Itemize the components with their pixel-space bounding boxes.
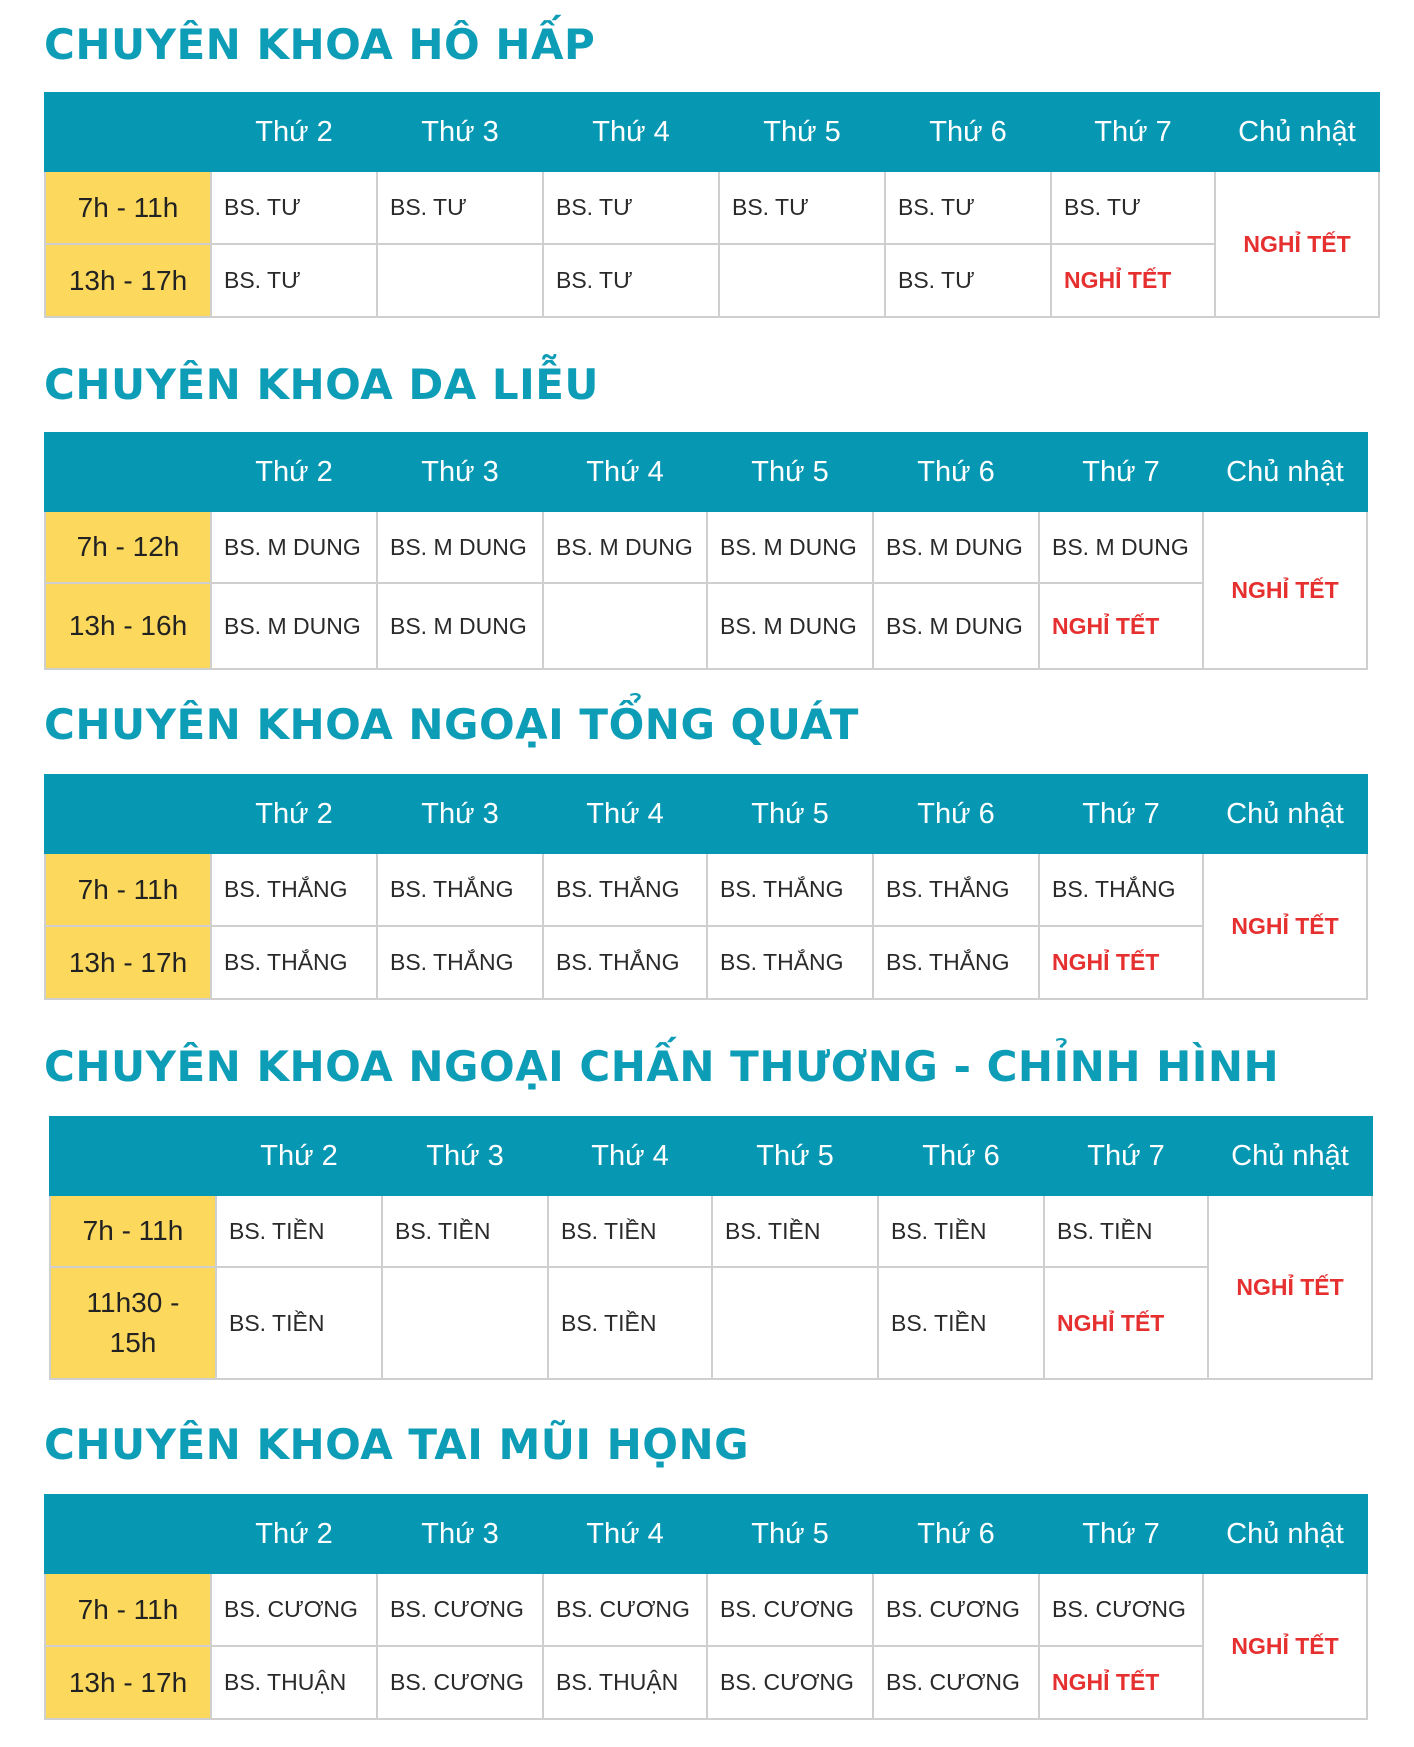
doctor-cell	[543, 583, 707, 669]
time-slot: 7h - 11h	[45, 853, 211, 926]
day-header: Thứ 7	[1039, 1495, 1203, 1573]
day-header: Chủ nhật	[1203, 433, 1367, 511]
doctor-cell: BS. TƯ	[377, 171, 543, 244]
schedule-table	[44, 92, 1380, 318]
day-header: Thứ 2	[216, 1117, 382, 1195]
section-title: CHUYÊN KHOA NGOẠI CHẤN THƯƠNG - CHỈNH HÌNH	[44, 1042, 1280, 1091]
table-row	[45, 583, 1367, 669]
day-header: Thứ 7	[1039, 433, 1203, 511]
day-header: Chủ nhật	[1203, 775, 1367, 853]
time-slot: 7h - 11h	[45, 1573, 211, 1646]
doctor-cell: BS. M DUNG	[1039, 511, 1203, 583]
doctor-cell: BS. TIỀN	[548, 1195, 712, 1267]
doctor-cell: BS. TIỀN	[382, 1195, 548, 1267]
closed-cell: NGHỈ TẾT	[1044, 1267, 1208, 1379]
section-title: CHUYÊN KHOA NGOẠI TỔNG QUÁT	[44, 700, 859, 749]
doctor-cell: BS. TƯ	[543, 244, 719, 317]
day-header: Thứ 5	[707, 433, 873, 511]
day-header: Thứ 2	[211, 775, 377, 853]
sunday-closed-cell: NGHỈ TẾT	[1203, 853, 1367, 999]
day-header: Thứ 4	[543, 775, 707, 853]
doctor-cell: BS. THẮNG	[707, 853, 873, 926]
day-header: Thứ 6	[878, 1117, 1044, 1195]
closed-cell: NGHỈ TẾT	[1051, 244, 1215, 317]
time-slot: 13h - 17h	[45, 926, 211, 999]
doctor-cell: BS. CƯƠNG	[707, 1573, 873, 1646]
day-header: Thứ 4	[548, 1117, 712, 1195]
doctor-cell: BS. M DUNG	[377, 583, 543, 669]
doctor-cell: BS. M DUNG	[543, 511, 707, 583]
day-header: Thứ 2	[211, 93, 377, 171]
day-header: Thứ 5	[707, 1495, 873, 1573]
schedule-table	[44, 1494, 1368, 1720]
time-slot: 13h - 17h	[45, 1646, 211, 1719]
doctor-cell: BS. TIỀN	[712, 1195, 878, 1267]
doctor-cell: BS. CƯƠNG	[543, 1573, 707, 1646]
doctor-cell	[382, 1267, 548, 1379]
day-header: Thứ 6	[885, 93, 1051, 171]
table-row	[45, 244, 1379, 317]
table-row	[45, 926, 1367, 999]
closed-cell: NGHỈ TẾT	[1039, 583, 1203, 669]
day-header: Chủ nhật	[1208, 1117, 1372, 1195]
sunday-closed-cell: NGHỈ TẾT	[1203, 511, 1367, 669]
doctor-cell: BS. TƯ	[211, 171, 377, 244]
doctor-cell: BS. THẮNG	[377, 926, 543, 999]
doctor-cell: BS. TƯ	[885, 171, 1051, 244]
day-header: Chủ nhật	[1215, 93, 1379, 171]
table-row	[45, 511, 1367, 583]
section-title: CHUYÊN KHOA TAI MŨI HỌNG	[44, 1420, 750, 1469]
doctor-cell: BS. THẮNG	[543, 926, 707, 999]
day-header: Thứ 3	[377, 775, 543, 853]
doctor-cell: BS. TIỀN	[878, 1195, 1044, 1267]
schedule-table	[44, 432, 1368, 670]
section-title: CHUYÊN KHOA DA LIỄU	[44, 360, 600, 409]
day-header: Thứ 2	[211, 433, 377, 511]
doctor-cell: BS. M DUNG	[211, 583, 377, 669]
doctor-cell: BS. TƯ	[885, 244, 1051, 317]
table-row	[45, 1573, 1367, 1646]
doctor-cell: BS. CƯƠNG	[377, 1646, 543, 1719]
doctor-cell: BS. THUẬN	[543, 1646, 707, 1719]
sunday-closed-cell: NGHỈ TẾT	[1208, 1195, 1372, 1379]
closed-cell: NGHỈ TẾT	[1039, 926, 1203, 999]
table-row	[45, 1646, 1367, 1719]
doctor-cell: BS. TƯ	[1051, 171, 1215, 244]
time-slot: 11h30 - 15h	[50, 1267, 216, 1379]
time-slot: 13h - 17h	[45, 244, 211, 317]
doctor-cell: BS. CƯƠNG	[377, 1573, 543, 1646]
header-corner	[45, 1495, 211, 1573]
closed-cell: NGHỈ TẾT	[1039, 1646, 1203, 1719]
doctor-cell: BS. M DUNG	[211, 511, 377, 583]
sunday-closed-cell: NGHỈ TẾT	[1203, 1573, 1367, 1719]
day-header: Thứ 7	[1039, 775, 1203, 853]
doctor-cell: BS. CƯƠNG	[873, 1646, 1039, 1719]
day-header: Thứ 5	[707, 775, 873, 853]
doctor-cell: BS. TIỀN	[548, 1267, 712, 1379]
day-header: Thứ 3	[382, 1117, 548, 1195]
day-header: Chủ nhật	[1203, 1495, 1367, 1573]
doctor-cell: BS. TƯ	[719, 171, 885, 244]
sunday-closed-cell: NGHỈ TẾT	[1215, 171, 1379, 317]
doctor-cell: BS. CƯƠNG	[1039, 1573, 1203, 1646]
doctor-cell: BS. THẮNG	[211, 926, 377, 999]
doctor-cell: BS. TƯ	[211, 244, 377, 317]
doctor-cell: BS. CƯƠNG	[873, 1573, 1039, 1646]
doctor-cell: BS. THẮNG	[543, 853, 707, 926]
doctor-cell: BS. TIỀN	[1044, 1195, 1208, 1267]
schedule-table	[44, 774, 1368, 1000]
doctor-cell: BS. M DUNG	[707, 583, 873, 669]
doctor-cell: BS. THẮNG	[1039, 853, 1203, 926]
day-header: Thứ 6	[873, 1495, 1039, 1573]
day-header: Thứ 4	[543, 93, 719, 171]
doctor-cell: BS. THẮNG	[873, 853, 1039, 926]
doctor-cell: BS. TIỀN	[216, 1267, 382, 1379]
section-title: CHUYÊN KHOA HÔ HẤP	[44, 20, 596, 69]
time-slot: 7h - 11h	[50, 1195, 216, 1267]
doctor-cell: BS. THẮNG	[707, 926, 873, 999]
table-row	[45, 853, 1367, 926]
day-header: Thứ 2	[211, 1495, 377, 1573]
doctor-cell: BS. TIỀN	[216, 1195, 382, 1267]
schedule-table	[49, 1116, 1373, 1380]
doctor-cell: BS. M DUNG	[873, 511, 1039, 583]
header-corner	[45, 93, 211, 171]
table-row	[50, 1195, 1372, 1267]
doctor-cell: BS. THUẬN	[211, 1646, 377, 1719]
time-slot: 7h - 12h	[45, 511, 211, 583]
doctor-cell: BS. CƯƠNG	[211, 1573, 377, 1646]
doctor-cell	[719, 244, 885, 317]
doctor-cell: BS. TƯ	[543, 171, 719, 244]
time-slot: 7h - 11h	[45, 171, 211, 244]
doctor-cell: BS. TIỀN	[878, 1267, 1044, 1379]
header-row	[45, 775, 1367, 853]
doctor-cell: BS. CƯƠNG	[707, 1646, 873, 1719]
time-slot: 13h - 16h	[45, 583, 211, 669]
day-header: Thứ 5	[712, 1117, 878, 1195]
day-header: Thứ 3	[377, 433, 543, 511]
header-corner	[50, 1117, 216, 1195]
table-row	[50, 1267, 1372, 1379]
day-header: Thứ 7	[1051, 93, 1215, 171]
header-corner	[45, 775, 211, 853]
doctor-cell: BS. M DUNG	[377, 511, 543, 583]
day-header: Thứ 5	[719, 93, 885, 171]
day-header: Thứ 4	[543, 433, 707, 511]
header-row	[45, 433, 1367, 511]
day-header: Thứ 3	[377, 93, 543, 171]
header-corner	[45, 433, 211, 511]
doctor-cell: BS. M DUNG	[873, 583, 1039, 669]
day-header: Thứ 3	[377, 1495, 543, 1573]
day-header: Thứ 7	[1044, 1117, 1208, 1195]
doctor-cell: BS. THẮNG	[873, 926, 1039, 999]
table-row	[45, 171, 1379, 244]
header-row	[45, 1495, 1367, 1573]
doctor-cell	[377, 244, 543, 317]
doctor-cell: BS. M DUNG	[707, 511, 873, 583]
day-header: Thứ 4	[543, 1495, 707, 1573]
doctor-cell: BS. THẮNG	[211, 853, 377, 926]
header-row	[50, 1117, 1372, 1195]
doctor-cell: BS. THẮNG	[377, 853, 543, 926]
day-header: Thứ 6	[873, 433, 1039, 511]
doctor-cell	[712, 1267, 878, 1379]
header-row	[45, 93, 1379, 171]
day-header: Thứ 6	[873, 775, 1039, 853]
